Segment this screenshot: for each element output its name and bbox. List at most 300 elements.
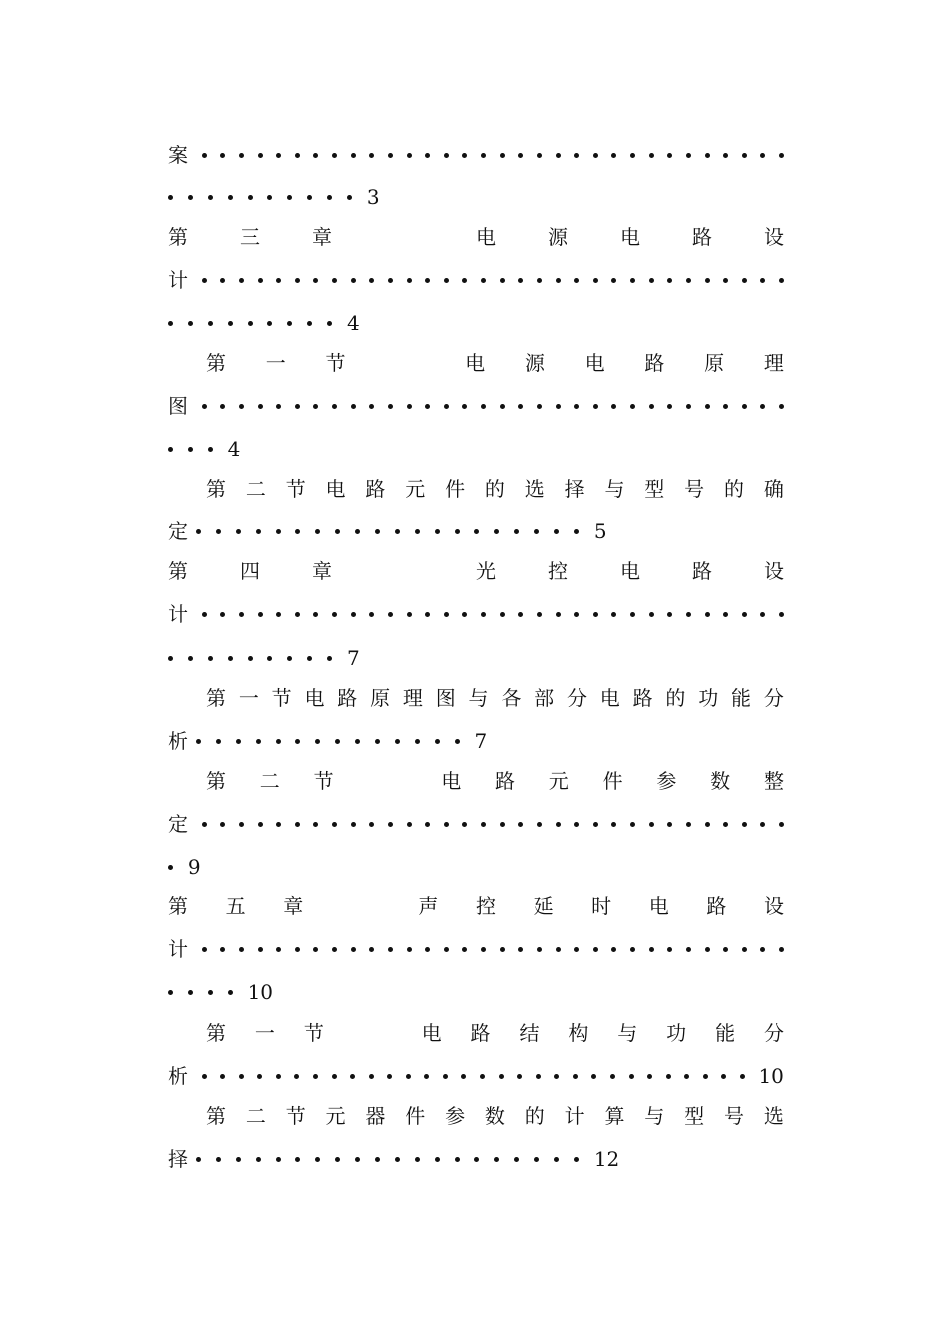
leader-dot [388,404,393,409]
leader-dot [350,1074,355,1079]
toc-char: 定 [168,519,188,543]
leader-dot [208,321,213,326]
leader-dot [444,153,449,158]
leader-dot [257,1074,262,1079]
leader-dot [168,865,173,870]
toc-char: 光 [476,559,496,583]
toc-char: 件 [602,769,623,793]
leader-dot [742,612,747,617]
leader-dot [220,278,225,283]
leader-dot [313,947,318,952]
toc-char: 择 [564,477,585,501]
leader-dot [355,739,360,744]
leader-dot [196,1157,201,1162]
toc-char: 元 [405,477,426,501]
toc-char: 二 [245,1104,266,1128]
leader-dot [188,990,193,995]
leader-dot [258,278,263,283]
leader-dot [388,153,393,158]
toc-section-4-2[interactable] [206,766,784,796]
toc-line [168,1061,784,1091]
leader-dot [228,656,233,661]
leader-dot [313,404,318,409]
toc-chapter-3[interactable] [168,222,784,252]
toc-char: 计 [564,1104,585,1128]
leader-dot [779,612,784,617]
leader-dot [335,739,340,744]
leader-dot [267,321,272,326]
toc-char: 第 [206,351,226,375]
toc-line [168,265,784,295]
leader-dot [425,612,430,617]
toc-char: 设 [764,559,784,583]
leader-dot [239,404,244,409]
leader-dot [168,990,173,995]
toc-char: 计 [168,937,188,961]
leader-dot [721,1074,726,1079]
leader-dot [294,1074,299,1079]
leader-dot [239,278,244,283]
leader-dot [415,1157,420,1162]
leader-dot [407,404,412,409]
leader-dot [188,195,193,200]
leader-dot [208,990,213,995]
toc-char: 型 [684,1104,705,1128]
leader-dot [236,739,241,744]
leader-dot [258,153,263,158]
leader-dot [610,1074,615,1079]
page-number: 10 [758,1064,784,1088]
leader-dot [461,1074,466,1079]
toc-char: 电 [620,559,640,583]
leader-dot [705,612,710,617]
leader-dot [220,822,225,827]
toc-section-3-1[interactable] [206,348,784,378]
leader-dot [332,612,337,617]
toc-char: 件 [445,477,466,501]
leader-dot [202,153,207,158]
toc-char: 第 [168,225,188,249]
leader-dot [395,1157,400,1162]
leader-dot [220,612,225,617]
leader-dot [287,195,292,200]
leader-dot [537,947,542,952]
page-number: 12 [593,1147,620,1171]
toc-char: 电 [465,351,486,375]
toc-char: 三 [240,225,260,249]
leader-dot [740,1074,745,1079]
toc-char: 分 [763,686,784,710]
leader-dot [168,195,173,200]
toc-section-3-2[interactable] [206,474,784,504]
leader-dot [593,612,598,617]
leader-dot [258,947,263,952]
toc-char: 电 [599,686,620,710]
toc-char: 电 [584,351,605,375]
leader-dot [556,822,561,827]
toc-line [168,934,784,964]
leader-dot [220,404,225,409]
toc-line [168,726,784,756]
toc-char: 声 [418,894,439,918]
page-number: 3 [366,185,380,209]
leader-dot [686,153,691,158]
leader-dot [315,529,320,534]
leader-dot [256,739,261,744]
page-number: 4 [227,437,241,461]
leader-dot [228,990,233,995]
leader-dot [258,612,263,617]
toc-line [168,809,784,839]
toc-section-5-1[interactable] [206,1018,784,1048]
leader-dot [574,153,579,158]
leader-dot [355,1157,360,1162]
leader-dot [355,529,360,534]
toc-char: 电 [441,769,462,793]
leader-dot [667,278,672,283]
toc-char: 原 [704,351,725,375]
leader-dot [462,947,467,952]
leader-dot [424,1074,429,1079]
leader-dot [723,404,728,409]
leader-dot [276,739,281,744]
leader-dot [202,822,207,827]
toc-char: 路 [706,894,727,918]
toc-char: 电 [325,477,346,501]
leader-dot [332,1074,337,1079]
leader-dot [369,153,374,158]
title-gap [385,348,425,378]
leader-dot [202,947,207,952]
leader-dot [591,1074,596,1079]
leader-dot [723,612,728,617]
toc-char: 电 [620,225,640,249]
toc-char: 电 [476,225,496,249]
leader-dot [500,153,505,158]
toc-char: 路 [365,477,386,501]
toc-char: 节 [313,769,334,793]
toc-char: 四 [240,559,260,583]
leader-dot [723,153,728,158]
leader-dot [276,1074,281,1079]
leader-dot [220,1074,225,1079]
toc-chapter-4[interactable] [168,556,784,586]
leader-dot [647,1074,652,1079]
leader-dot [537,278,542,283]
leader-dot [500,404,505,409]
leader-dot [256,529,261,534]
leader-dot [239,1074,244,1079]
toc-char: 二 [259,769,280,793]
leader-dot [742,947,747,952]
leader-dot [369,1074,374,1079]
leader-dot [258,822,263,827]
toc-char: 路 [337,686,358,710]
leader-dot [611,278,616,283]
leader-dot [248,195,253,200]
leader-dot [742,404,747,409]
toc-char: 理 [402,686,423,710]
toc-char: 与 [644,1104,665,1128]
leader-dot [760,404,765,409]
leader-dot [425,822,430,827]
leader-dot [239,153,244,158]
leader-dot [742,822,747,827]
leader-dot [500,612,505,617]
leader-dot [295,739,300,744]
toc-char: 设 [764,225,784,249]
leader-dot [611,404,616,409]
leader-dot [779,153,784,158]
leader-dot [435,739,440,744]
toc-char: 章 [312,225,332,249]
toc-char: 路 [494,769,515,793]
leader-dot [351,278,356,283]
toc-char: 第 [206,477,226,501]
toc-char: 一 [265,351,286,375]
toc-char: 路 [632,686,653,710]
toc-char: 路 [644,351,665,375]
toc-char: 各 [501,686,522,710]
leader-dot [443,1074,448,1079]
toc-char: 与 [604,477,625,501]
leader-dot [760,153,765,158]
leader-dot [481,404,486,409]
leader-dot [327,656,332,661]
toc-char: 的 [723,477,744,501]
toc-line [168,516,784,546]
leader-dot [518,612,523,617]
toc-char: 析 [168,729,188,753]
leader-dot [630,404,635,409]
toc-char: 电 [421,1021,442,1045]
leader-dot [444,404,449,409]
leader-dot [760,612,765,617]
leader-dot [537,153,542,158]
leader-dot [239,822,244,827]
toc-char: 节 [285,1104,306,1128]
leader-dot [313,612,318,617]
leader-dot [481,153,486,158]
toc-char: 析 [168,1064,188,1088]
leader-dot [779,404,784,409]
leader-dot [455,529,460,534]
leader-dot [593,947,598,952]
leader-dot [611,612,616,617]
leader-dot [593,404,598,409]
leader-dot [554,529,559,534]
leader-dot [276,153,281,158]
toc-line [168,182,784,212]
toc-char: 确 [763,477,784,501]
toc-chapter-5[interactable] [168,891,784,921]
leader-dot [407,822,412,827]
toc-char: 图 [168,394,188,418]
leader-dot [407,278,412,283]
toc-char: 功 [698,686,719,710]
leader-dot [287,656,292,661]
leader-dot [351,822,356,827]
leader-dot [196,739,201,744]
leader-dot [723,822,728,827]
leader-dot [315,739,320,744]
title-gap [353,1018,393,1048]
leader-dot [444,822,449,827]
leader-dot [202,278,207,283]
toc-char: 元 [325,1104,346,1128]
page-number: 4 [347,311,360,335]
leader-dot [425,153,430,158]
leader-dot [686,822,691,827]
leader-dot [395,529,400,534]
toc-char: 控 [475,894,496,918]
toc-line [168,977,784,1007]
leader-dot [537,612,542,617]
leader-dot [556,278,561,283]
leader-dot [276,822,281,827]
leader-dot [705,278,710,283]
leader-dot [168,321,173,326]
leader-dot [256,1157,261,1162]
leader-dot [705,822,710,827]
leader-dot [556,153,561,158]
toc-char: 计 [168,602,188,626]
leader-dot [287,321,292,326]
leader-dot [202,404,207,409]
leader-dot [307,195,312,200]
toc-line [168,599,784,629]
page-number: 9 [187,855,201,879]
leader-dot [188,656,193,661]
leader-dot [239,947,244,952]
toc-char: 参 [445,1104,466,1128]
leader-dot [276,529,281,534]
leader-dot [267,195,272,200]
leader-dot [779,822,784,827]
leader-dot [554,1074,559,1079]
toc-section-4-1[interactable] [206,683,784,713]
leader-dot [723,947,728,952]
leader-dot [267,656,272,661]
leader-dot [295,1157,300,1162]
leader-dot [760,822,765,827]
toc-char: 源 [548,225,568,249]
toc-char: 的 [524,1104,545,1128]
toc-section-5-2[interactable] [206,1101,784,1131]
leader-dot [514,529,519,534]
leader-dot [276,947,281,952]
leader-dot [556,612,561,617]
leader-dot [295,278,300,283]
toc-char: 算 [604,1104,625,1128]
leader-dot [369,404,374,409]
leader-dot [444,612,449,617]
leader-dot [518,278,523,283]
leader-dot [779,947,784,952]
leader-dot [395,739,400,744]
toc-char: 定 [168,812,188,836]
leader-dot [593,278,598,283]
leader-dot [649,404,654,409]
leader-dot [202,612,207,617]
leader-dot [228,321,233,326]
leader-dot [307,656,312,661]
toc-char: 第 [168,894,188,918]
leader-dot [276,1157,281,1162]
leader-dot [686,278,691,283]
leader-dot [327,321,332,326]
leader-dot [629,1074,634,1079]
leader-dot [425,278,430,283]
title-gap [341,891,381,921]
page-number: 5 [593,519,607,543]
leader-dot [649,947,654,952]
toc-char: 选 [763,1104,784,1128]
page-number: 7 [474,729,488,753]
leader-dot [534,1157,539,1162]
page-number: 10 [247,980,274,1004]
leader-dot [480,1074,485,1079]
toc-char: 第 [206,1104,226,1128]
toc-char: 能 [715,1021,736,1045]
leader-dot [518,153,523,158]
leader-dot [760,278,765,283]
leader-dot [481,612,486,617]
leader-dot [494,1157,499,1162]
leader-dot [534,529,539,534]
toc-char: 型 [644,477,665,501]
leader-dot [574,947,579,952]
toc-char: 源 [524,351,545,375]
leader-dot [236,529,241,534]
leader-dot [295,947,300,952]
leader-dot [315,1157,320,1162]
leader-dot [375,529,380,534]
toc-char: 章 [312,559,332,583]
leader-dot [667,612,672,617]
leader-dot [188,447,193,452]
leader-dot [500,947,505,952]
leader-dot [667,947,672,952]
toc-text: 案 [168,143,188,167]
leader-dot [425,404,430,409]
toc-char: 整 [763,769,784,793]
leader-dot [332,404,337,409]
toc-char: 节 [271,686,292,710]
leader-dot [455,1157,460,1162]
leader-dot [351,404,356,409]
leader-dot [388,822,393,827]
title-gap [384,222,424,252]
leader-dot [703,1074,708,1079]
leader-dot [276,278,281,283]
leader-dot [462,404,467,409]
leader-dot [216,529,221,534]
leader-dot [313,822,318,827]
toc-char: 号 [684,477,705,501]
toc-char: 件 [405,1104,426,1128]
leader-dot [295,529,300,534]
leader-dot [351,153,356,158]
leader-dot [168,447,173,452]
toc-char: 原 [370,686,391,710]
leader-dot [388,947,393,952]
toc-char: 部 [534,686,555,710]
leader-dot [574,822,579,827]
toc-char: 电 [304,686,325,710]
leader-dot [611,153,616,158]
leader-dot [779,278,784,283]
